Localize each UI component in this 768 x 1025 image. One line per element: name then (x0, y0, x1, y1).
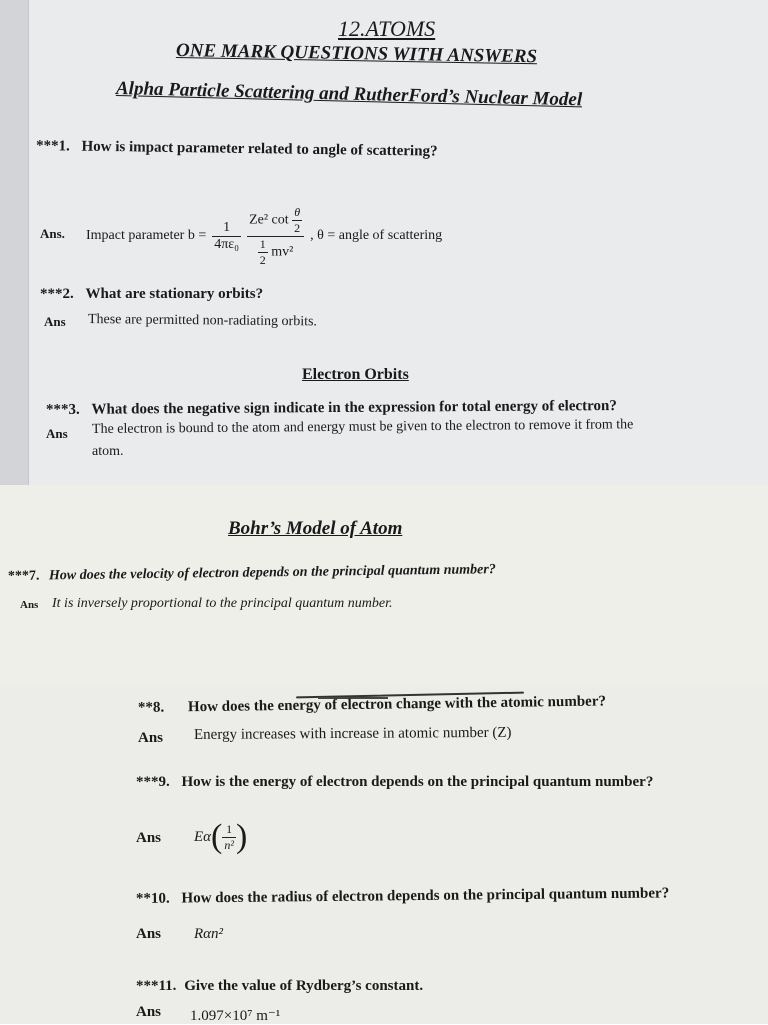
page-title: ONE MARK QUESTIONS WITH ANSWERS (175, 40, 538, 68)
fraction-1-over-4pi-epsilon (212, 220, 241, 253)
question-7 (8, 562, 496, 585)
answer-label: Ans. (40, 226, 65, 241)
question-text: Give the value of Rydberg’s constant. (184, 978, 424, 994)
section-heading-bohr-model: Bohr’s Model of Atom (228, 518, 403, 539)
question-number: ***2. (40, 286, 74, 302)
answer-text: Impact parameter b = (86, 228, 207, 243)
answer-text: These are permitted non-radiating orbits. (87, 312, 318, 330)
fraction-denominator: n² (224, 837, 234, 852)
answer-text: Energy increases with increase in atomic number (Z) (193, 724, 512, 743)
mv-squared: mv² (271, 244, 294, 260)
chapter-heading: 12.ATOMS (338, 16, 436, 41)
question-text: How is impact parameter related to angle of scattering? (81, 138, 438, 160)
answer-label: Ans (138, 730, 164, 746)
question-number: ***3. (45, 401, 80, 418)
question-11 (136, 978, 423, 995)
question-text: What are stationary orbits? (85, 286, 264, 302)
question-number: ***1. (35, 138, 70, 155)
theta-over-two (292, 205, 302, 236)
question-number: ***11. (136, 978, 177, 994)
question-2 (40, 286, 263, 303)
energy-proportional: Eα (194, 828, 212, 845)
question-text: How does the energy of electron change with the atomic number? (187, 693, 607, 716)
fraction-numerator: 1 (222, 822, 236, 838)
one-half (258, 237, 268, 268)
two-symbol: 2 (294, 220, 301, 235)
answer-1-formula (86, 196, 442, 276)
answer-label: Ans (20, 599, 39, 611)
answer-text: 1.097×10⁷ m⁻¹ (190, 1008, 281, 1024)
answer-label: Ans (136, 926, 162, 942)
fraction-numerator: 1 (212, 220, 241, 237)
answer-label: Ans (136, 1004, 162, 1020)
question-9 (136, 774, 653, 791)
question-1 (36, 138, 438, 161)
answer-9-formula (194, 812, 247, 862)
page-panel-1 (0, 0, 768, 485)
fraction-denominator: 4πε₀ (214, 236, 240, 252)
fraction-one-over-n-squared (222, 822, 236, 853)
question-text: How is the energy of electron depends on the principal quantum number? (181, 774, 654, 790)
question-text: How does the radius of electron depends on the principal quantum number? (181, 885, 670, 907)
answer-label: Ans (136, 830, 162, 846)
question-3 (46, 398, 617, 419)
half-numerator: 1 (259, 236, 266, 251)
left-paren: ( (211, 818, 223, 855)
answer-line-1: The electron is bound to the atom and energy must be given to the electron to remove it from the (91, 417, 634, 437)
question-number: ***7. (7, 568, 40, 584)
half-denominator: 2 (259, 252, 266, 267)
answer-label: Ans (44, 314, 66, 329)
question-text: What does the negative sign indicate in the expression for total energy of electron? (91, 398, 617, 418)
fraction-numerator (247, 205, 304, 237)
theta-symbol: θ (292, 205, 302, 221)
answer-label: Ans (46, 426, 68, 441)
page-binding-edge (0, 0, 29, 485)
answer-text: It is inversely proportional to the principal quantum number. (52, 596, 393, 611)
question-number: **10. (135, 890, 170, 907)
question-number: ***9. (136, 774, 170, 790)
answer-text: Rαn² (194, 926, 224, 942)
question-text: How does the velocity of electron depends on the principal quantum number? (48, 562, 496, 584)
answer-line-2: atom. (92, 444, 124, 459)
numerator-ze2-cot: Ze² cot (249, 212, 289, 228)
right-paren: ) (235, 818, 248, 855)
section-heading-electron-orbits: Electron Orbits (302, 366, 409, 383)
section-subtitle: Alpha Particle Scattering and RutherFord’s Nuclear Model (115, 78, 583, 111)
fraction-ze2-cot-over-half-mv2 (247, 205, 304, 268)
page-panel-2 (0, 485, 768, 685)
fraction-denominator (247, 237, 304, 268)
question-number: **8. (137, 699, 165, 716)
answer-suffix: , θ = angle of scattering (310, 228, 443, 243)
